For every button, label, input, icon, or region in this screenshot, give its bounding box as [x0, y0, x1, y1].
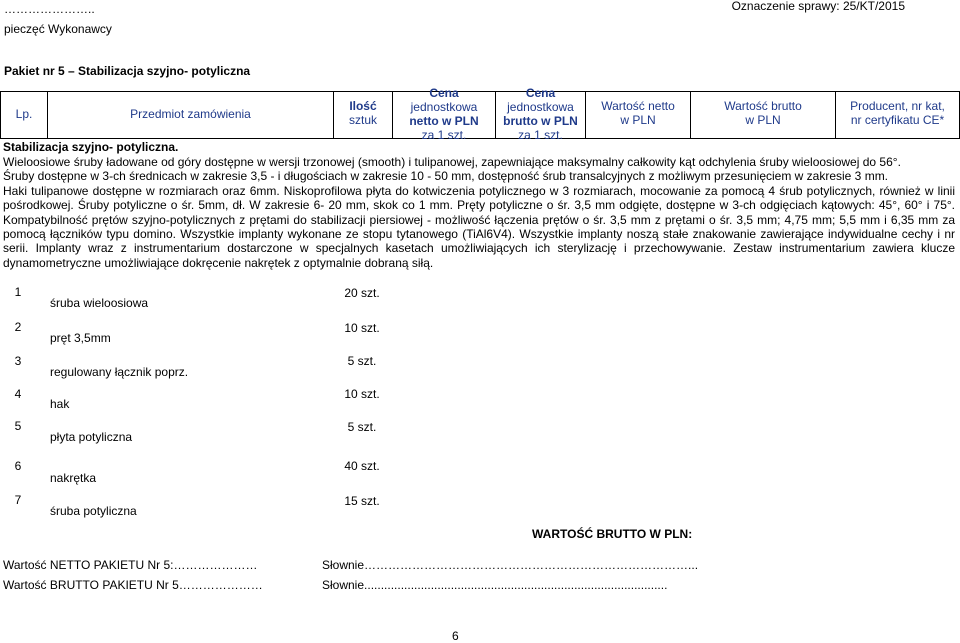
description-paragraph: Wieloosiowe śruby ładowane od góry dostępne w wersji trzonowej (smooth) i tulipanowej, zapewniające maksymalny całkowity kąt odchylenia śruby wieloosiowej do 56°. — [3, 155, 901, 169]
item-number: 1 — [14, 285, 22, 299]
item-number: 3 — [14, 354, 22, 368]
header-subject: Przedmiot zamówienia — [130, 107, 251, 121]
dots-line: ………………….. — [4, 2, 95, 16]
item-number: 6 — [14, 459, 22, 473]
case-reference: Oznaczenie sprawy: 25/KT/2015 — [731, 0, 905, 13]
header-quantity: Ilość sztuk — [348, 99, 377, 127]
item-number: 4 — [14, 387, 22, 401]
package-gross-value-label: Wartość BRUTTO PAKIETU Nr 5………………… — [3, 578, 263, 592]
description-paragraph: Haki tulipanowe dostępne w rozmiarach oraz 6mm. Niskoprofilowa płyta do kotwiczenia potylicznego w 3 rozmiarach, mocowanie za pomocą 4 śrub potylicznych, również w linii pośrodkowej. Śruby potyliczne o śr. 5mm, dł. W zakresie 6- 20 mm, skok co 1 mm. Pręty potyliczne o śr. 3,5 mm odgięte, dostępne w 3-ch odgięciach kątowych: 45°, 60° i 75°. Kompatybilność prętów szyjno-potylicznych z prętami do stabilizacji piersiowej - możliwość łączenia prętów o śr. 3,5 mm z prętami o śr. 3,5 mm; 4,75 mm; 5,5 mm i 6,35 mm za pomocą łączników typu domino. Wszystkie implanty wykonane ze stopu tytanowego (TiAl6V4). Wszystkie implanty noszą stałe znakowanie zawierające indywidualne cechy i nr serii. Implanty wraz z instrumentarium dostarczone w specjalnych kasetach umożliwiających ich sterylizację i przechowywanie. Zestaw instrumentarium zawiera klucze dynamometryczne umożliwiające dokręcenie nakrętek z optymalnie dobraną siłą. — [3, 183, 955, 270]
item-quantity: 10 szt. — [344, 387, 380, 401]
item-name: płyta potyliczna — [50, 430, 133, 444]
item-quantity: 5 szt. — [347, 420, 377, 434]
item-name: śruba wieloosiowa — [50, 296, 149, 310]
description-paragraph: Śruby dostępne w 3-ch średnicach w zakresie 3,5 - i długościach w zakresie 10 - 50 mm, dostępność śrub transalcyjnych z możliwym przesunięciem w zakresie 3 mm. — [3, 169, 889, 184]
seal-label: pieczęć Wykonawcy — [4, 22, 112, 36]
package-gross-value-words: Słownie........................................................................................... — [322, 578, 668, 592]
item-quantity: 20 szt. — [344, 286, 380, 300]
item-number: 2 — [14, 320, 22, 334]
package-net-value-label: Wartość NETTO PAKIETU Nr 5:………………… — [3, 558, 258, 572]
item-quantity: 10 szt. — [344, 321, 380, 335]
item-name: pręt 3,5mm — [50, 331, 111, 345]
item-name: śruba potyliczna — [50, 504, 137, 518]
item-name: hak — [50, 397, 70, 411]
description-title: Stabilizacja szyjno- potyliczna. — [3, 140, 179, 154]
header-producer: Producent, nr kat, nr certyfikatu CE* — [850, 99, 945, 127]
item-number: 7 — [14, 493, 22, 507]
item-number: 5 — [14, 419, 22, 433]
total-gross-label: WARTOŚĆ BRUTTO W PLN: — [532, 527, 693, 541]
item-quantity: 15 szt. — [344, 494, 380, 508]
package-title: Pakiet nr 5 – Stabilizacja szyjno- potyliczna — [4, 64, 251, 78]
package-net-value-words: Słownie………………………………………………………………………... — [322, 558, 699, 572]
page-number: 6 — [452, 629, 459, 643]
item-quantity: 40 szt. — [344, 459, 380, 473]
header-unit-gross-price: Cena jednostkowa brutto w PLN za 1 szt. — [503, 86, 578, 142]
header-net-value: Wartość netto w PLN — [601, 99, 675, 127]
header-lp: Lp. — [15, 107, 33, 121]
item-quantity: 5 szt. — [347, 354, 377, 368]
item-name: nakrętka — [50, 471, 97, 485]
header-unit-net-price: Cena jednostkowa netto w PLN za 1 szt. — [409, 86, 479, 142]
item-name: regulowany łącznik poprz. — [50, 365, 189, 379]
description-body — [3, 155, 955, 270]
header-gross-value: Wartość brutto w PLN — [724, 99, 802, 127]
